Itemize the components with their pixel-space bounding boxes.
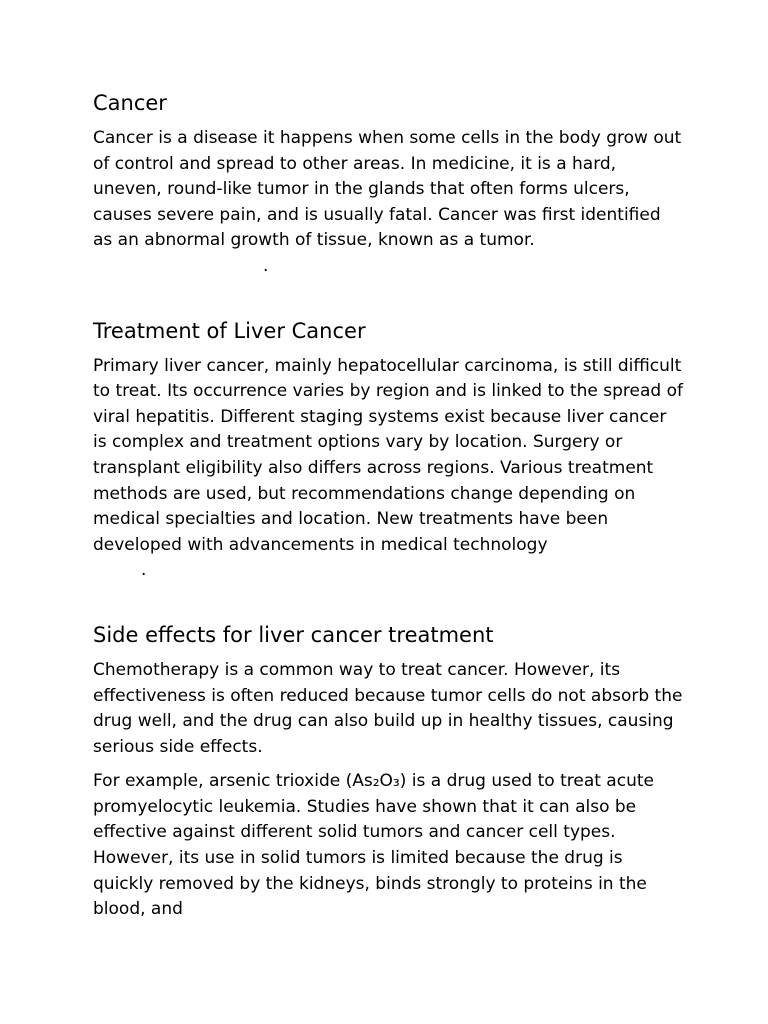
section-paragraph [93, 354, 683, 584]
section-heading-treatment: Treatment of Liver Cancer [93, 318, 366, 343]
trailing-dot: . [141, 560, 147, 581]
section-paragraph: For example, arsenic trioxide (As₂O₃) is a drug used to treat acute promyelocytic leukemia. Studies have shown that it can also be effective against different solid tumors and cancer cell types. However, its use in solid tumors is limited because the drug is quickly removed by the kidneys, binds strongly to proteins in the blood, and [93, 771, 654, 920]
section-paragraph [93, 126, 683, 280]
trailing-dot: . [263, 255, 269, 276]
section-heading-cancer: Cancer [93, 91, 167, 115]
document-body [93, 88, 683, 923]
section-paragraph: Chemotherapy is a common way to treat cancer. However, its effectiveness is often reduced because tumor cells do not absorb the drug well, and the drug can also build up in healthy tissues, causing serious side effects. [93, 659, 683, 757]
section-heading-side-effects: Side effects for liver cancer treatment [93, 622, 494, 647]
paragraph-text: Cancer is a disease it happens when some cells in the body grow out of control and spread to other areas. In medicine, it is a hard, uneven, round-like tumor in the glands that often forms ulcers, causes severe pain, and is usually fatal. Cancer was first identified as an abnormal growth of tissue, known as a tumor. [93, 128, 682, 251]
paragraph-text: Primary liver cancer, mainly hepatocellular carcinoma, is still difficult to treat. Its occurrence varies by region and is linked to the spread of viral hepatitis. Different staging systems exist because liver cancer is complex and treatment options vary by location. Surgery or transplant eligibility also differs across regions. Various treatment methods are used, but recommendations change depending on medical specialties and location. New treatments have been developed with advancements in medical technology [93, 355, 683, 555]
